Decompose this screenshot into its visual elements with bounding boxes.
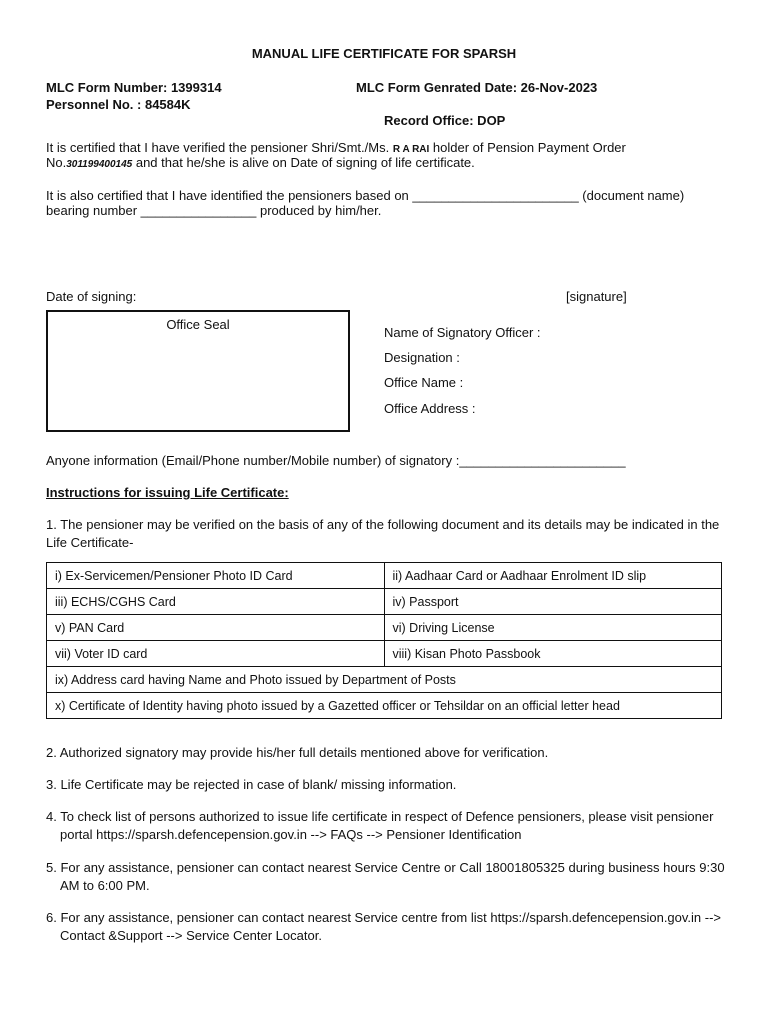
personnel-number: Personnel No. : 84584K xyxy=(46,97,191,112)
office-seal-label: Office Seal xyxy=(166,317,230,332)
instruction-1-line-1: 1. The pensioner may be verified on the basis of any of the following document and its details may be indicated in the xyxy=(46,517,720,532)
table-cell: iii) ECHS/CGHS Card xyxy=(47,589,385,615)
table-row xyxy=(47,563,722,589)
record-office: Record Office: DOP xyxy=(384,113,506,128)
table-cell: vii) Voter ID card xyxy=(47,641,385,667)
instruction-3: 3. Life Certificate may be rejected in case of blank/ missing information. xyxy=(46,777,457,792)
instruction-6-line-2: Contact &Support --> Service Center Locator. xyxy=(60,928,322,943)
instruction-4-line-1: 4. To check list of persons authorized to issue life certificate in respect of Defence pensioners, please visit pensioner xyxy=(46,809,714,824)
certification-text: and that he/she is alive on Date of signing of life certificate. xyxy=(132,155,475,170)
table-cell: ii) Aadhaar Card or Aadhaar Enrolment ID slip xyxy=(384,563,722,589)
certification-text: holder of Pension Payment Order xyxy=(429,140,626,155)
table-row xyxy=(47,615,722,641)
generated-date: MLC Form Genrated Date: 26-Nov-2023 xyxy=(356,80,598,95)
instruction-2: 2. Authorized signatory may provide his/her full details mentioned above for verification. xyxy=(46,745,549,760)
table-cell: ix) Address card having Name and Photo issued by Department of Posts xyxy=(47,667,722,693)
office-address-label: Office Address : xyxy=(384,401,476,416)
certification-text: No. xyxy=(46,155,67,170)
table-cell: vi) Driving License xyxy=(384,615,722,641)
table-cell: viii) Kisan Photo Passbook xyxy=(384,641,722,667)
pensioner-name: R A RAI xyxy=(392,144,430,155)
table-row xyxy=(47,641,722,667)
form-number: MLC Form Number: 1399314 xyxy=(46,80,222,95)
table-row xyxy=(47,667,722,693)
table-row xyxy=(47,589,722,615)
table-cell: iv) Passport xyxy=(384,589,722,615)
instruction-6-line-1: 6. For any assistance, pensioner can contact nearest Service centre from list https://sparsh.defencepension.gov.in --> xyxy=(46,910,722,925)
documents-table xyxy=(46,562,722,719)
certification-line-2 xyxy=(46,155,475,173)
ppo-number: 301199400145 xyxy=(66,159,133,170)
table-cell: x) Certificate of Identity having photo issued by a Gazetted officer or Tehsildar on an official letter head xyxy=(47,693,722,719)
office-seal-box xyxy=(46,310,350,432)
page-title: MANUAL LIFE CERTIFICATE FOR SPARSH xyxy=(251,46,517,61)
table-cell: v) PAN Card xyxy=(47,615,385,641)
signatory-contact-info: Anyone information (Email/Phone number/Mobile number) of signatory :_______________________ xyxy=(46,453,626,468)
instruction-5-line-2: AM to 6:00 PM. xyxy=(60,878,150,893)
office-name-label: Office Name : xyxy=(384,375,464,390)
table-row xyxy=(47,693,722,719)
instruction-1-line-2: Life Certificate- xyxy=(46,535,134,550)
signatory-name-label: Name of Signatory Officer : xyxy=(384,325,541,340)
designation-label: Designation : xyxy=(384,350,460,365)
table-cell: i) Ex-Servicemen/Pensioner Photo ID Card xyxy=(47,563,385,589)
identification-line-1: It is also certified that I have identified the pensioners based on _______________________ (document name) xyxy=(46,188,685,203)
signature-label: [signature] xyxy=(566,289,627,304)
instructions-heading: Instructions for issuing Life Certificate: xyxy=(46,485,289,500)
instruction-5-line-1: 5. For any assistance, pensioner can contact nearest Service Centre or Call 18001805325 during business hours 9:30 xyxy=(46,860,725,875)
certification-text: It is certified that I have verified the pensioner Shri/Smt./Ms. xyxy=(46,140,393,155)
date-of-signing-label: Date of signing: xyxy=(46,289,137,304)
instruction-4-line-2: portal https://sparsh.defencepension.gov.in --> FAQs --> Pensioner Identification xyxy=(60,827,522,842)
identification-line-2: bearing number ________________ produced by him/her. xyxy=(46,203,382,218)
